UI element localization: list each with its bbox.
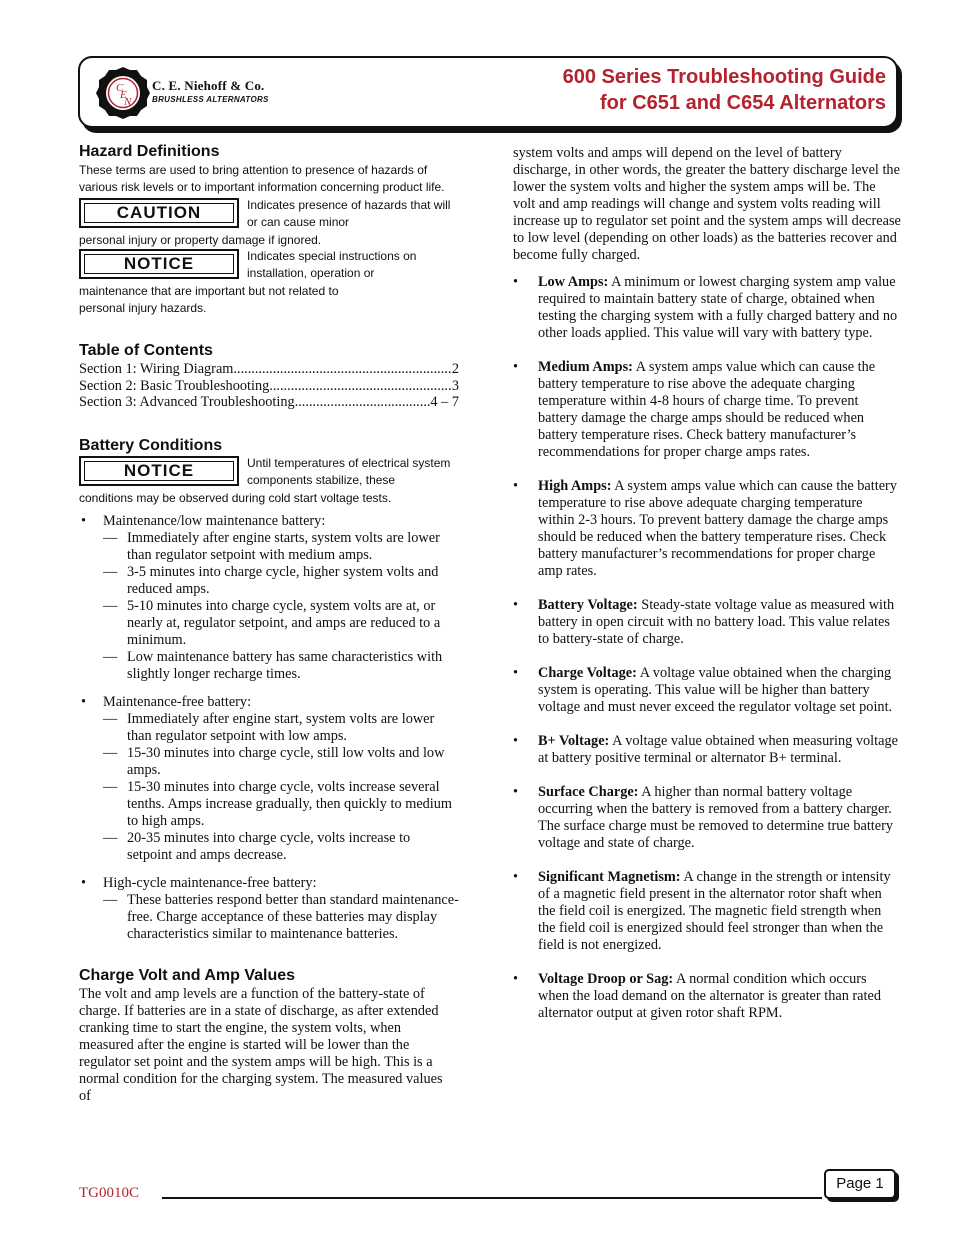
document-header xyxy=(78,56,898,128)
list-item: • B+ Voltage: A voltage value obtained when measuring voltage at battery positive terminal or alternator B+ terminal. xyxy=(513,733,901,767)
list-item: • Voltage Droop or Sag: A normal condition which occurs when the load demand on the alternator is greater than rated alternator output at given rotor shaft RPM. xyxy=(513,971,901,1022)
document-title xyxy=(563,64,886,116)
svg-text:C: C xyxy=(116,82,124,94)
caution-label: CAUTION xyxy=(84,203,234,223)
battery-condition-list xyxy=(79,513,459,943)
list-item: — 5-10 minutes into charge cycle, system volts are at, or nearly at, regulator setpoint, and amps are reduced to a minimum. xyxy=(79,598,459,649)
list-item: — 20-35 minutes into charge cycle, volts increase to setpoint and amps decrease. xyxy=(79,830,459,864)
notice-text-b: maintenance that are important but not related to personal injury hazards. xyxy=(79,284,339,315)
title-line-2: for C651 and C654 Alternators xyxy=(599,92,886,114)
list-item: • Battery Voltage: Steady-state voltage value as measured with battery in open circuit with no battery load. This value relates to battery-state of charge. xyxy=(513,597,901,648)
toc-heading: Table of Contents xyxy=(79,342,213,359)
svg-text:E: E xyxy=(120,89,127,101)
hazard-heading: Hazard Definitions xyxy=(79,143,220,160)
list-item: — These batteries respond better than standard maintenance-free. Charge acceptance of these batteries may display characteristics similar to maintenance batteries. xyxy=(79,892,459,943)
notice-box xyxy=(79,249,239,279)
list-item: — Low maintenance battery has same characteristics with slightly longer recharge times. xyxy=(79,649,459,683)
list-item: • Low Amps: A minimum or lowest charging system amp value required to maintain battery state of charge, obtained when testing the charging system with a fully charged battery and no other loads applied. This value will vary with battery type. xyxy=(513,274,901,342)
caution-box xyxy=(79,198,239,228)
list-item: • High Amps: A system amps value which can cause the battery temperature to rise above adequate charging temperature within 2-3 hours. To prevent battery damage the charge amps should be reduced when the battery temperature rises. Check battery manufacturer’s recommendations for proper charge amp rates. xyxy=(513,478,901,580)
toc-list xyxy=(79,361,459,411)
list-item: • High-cycle maintenance-free battery: — These batteries respond better than standard maintenance-free. Charge acceptance of these batteries may display characteristics similar to maintenance batteries. xyxy=(79,875,459,943)
company-block xyxy=(152,78,269,104)
charge-paragraph-right: system volts and amps will depend on the level of battery discharge, in other words, the greater the battery discharge level the lower the system volts and higher the system amps will be. The volt and amp readings will change and system volts reading will increase up to regulator set point and the system amps will decrease to low level (depending on other loads) as the batteries recover and become fully charged. xyxy=(513,145,901,263)
battery-notice-box xyxy=(79,456,239,486)
svg-text:N: N xyxy=(124,96,132,108)
caution-block xyxy=(79,198,459,249)
list-item: — Immediately after engine start, system volts are lower than regulator setpoint with low amps. xyxy=(79,711,459,745)
footer-rule xyxy=(162,1197,822,1199)
company-subtitle: BRUSHLESS ALTERNATORS xyxy=(152,95,269,104)
company-name: C. E. Niehoff & Co. xyxy=(152,78,265,93)
battery-notice-text-a: Until temperatures of electrical system components stabilize, these xyxy=(247,455,451,487)
notice-label: NOTICE xyxy=(84,254,234,274)
caution-text-b: personal injury or property damage if ignored. xyxy=(79,233,322,247)
list-item: — 15-30 minutes into charge cycle, volts increase several tenths. Amps increase gradually, then quickly to medium to high amps. xyxy=(79,779,459,830)
battery-notice-label: NOTICE xyxy=(84,461,234,481)
toc-item[interactable]: Section 3: Advanced Troubleshooting ..... 4 – 7 xyxy=(79,394,459,411)
list-item: • Significant Magnetism: A change in the strength or intensity of a magnetic field present in the alternator rotor shaft when the field coil is energized. The magnetic field strength when the field coil is energized should feel stronger than when the field is not energized. xyxy=(513,869,901,954)
list-item: • Maintenance-free battery: — Immediately after engine start, system volts are lower than regulator setpoint with low amps. — 15-30 minutes into charge cycle, still low volts and low amps. — 15-30 minutes into charge cycle, volts increase several tenths. Amps increase gradually, then quickly to medium to high amps. — 20-35 minutes into charge cycle, volts increase to setpoint and amps decrease. xyxy=(79,694,459,864)
company-logo-icon xyxy=(96,66,150,120)
list-item: • Charge Voltage: A voltage value obtained when the charging system is operating. This value will be higher than battery voltage and must never exceed the regulator voltage set point. xyxy=(513,665,901,716)
list-item: • Maintenance/low maintenance battery: — Immediately after engine starts, system volts are lower than regulator setpoint with medium amps. — 3-5 minutes into charge cycle, higher system volts and reduced amps. — 5-10 minutes into charge cycle, system volts are at, or nearly at, regulator setpoint, and amps are reduced to a minimum. — Low maintenance battery has same characteristics with slightly longer recharge times. xyxy=(79,513,459,683)
notice-text-a: Indicates special instructions on installation, operation or xyxy=(247,249,417,280)
battery-heading: Battery Conditions xyxy=(79,436,223,454)
charge-heading: Charge Volt and Amp Values xyxy=(79,966,296,984)
page-number-badge: Page 1 xyxy=(824,1169,896,1199)
list-item: • Surface Charge: A higher than normal battery voltage occurring when the battery is removed from a battery charger. The surface charge must be removed to determine true battery voltage and state of charge. xyxy=(513,784,901,852)
toc-item[interactable]: Section 2: Basic Troubleshooting ..... 3 xyxy=(79,378,459,395)
toc-item[interactable]: Section 1: Wiring Diagram ..... 2 xyxy=(79,361,459,378)
title-line-1: 600 Series Troubleshooting Guide xyxy=(562,66,886,88)
left-column xyxy=(79,142,459,1105)
list-item: — 3-5 minutes into charge cycle, higher system volts and reduced amps. xyxy=(79,564,459,598)
battery-notice-block xyxy=(79,456,459,507)
document-number: TG0010C xyxy=(79,1185,139,1201)
list-item: • Medium Amps: A system amps value which can cause the battery temperature to rise above the adequate charging temperature within 4-8 hours of charge time. To prevent battery damage the charge amps should be reduced when battery temperature rises. Check battery manufacturer’s recommendations for proper charge amps rates. xyxy=(513,359,901,461)
list-item: — Immediately after engine starts, system volts are lower than regulator setpoint with medium amps. xyxy=(79,530,459,564)
list-item: — 15-30 minutes into charge cycle, still low volts and low amps. xyxy=(79,745,459,779)
battery-notice-text-b: conditions may be observed during cold start voltage tests. xyxy=(79,490,392,505)
hazard-intro: These terms are used to bring attention to presence of hazards of various risk levels or to important information concerning product life. xyxy=(79,163,445,194)
charge-paragraph-left: The volt and amp levels are a function of the battery-state of charge. If batteries are in a state of discharge, as after extended cranking time to start the engine, the system volts, when measured after the engine is started will be lower than the regulator set point and the system amps will be high. This is a normal condition for the charging system. The measured values of xyxy=(79,985,443,1104)
right-column xyxy=(513,145,901,1039)
definition-list xyxy=(513,274,901,1022)
caution-text-a: Indicates presence of hazards that will or can cause minor xyxy=(247,198,451,229)
notice-block xyxy=(79,249,459,317)
